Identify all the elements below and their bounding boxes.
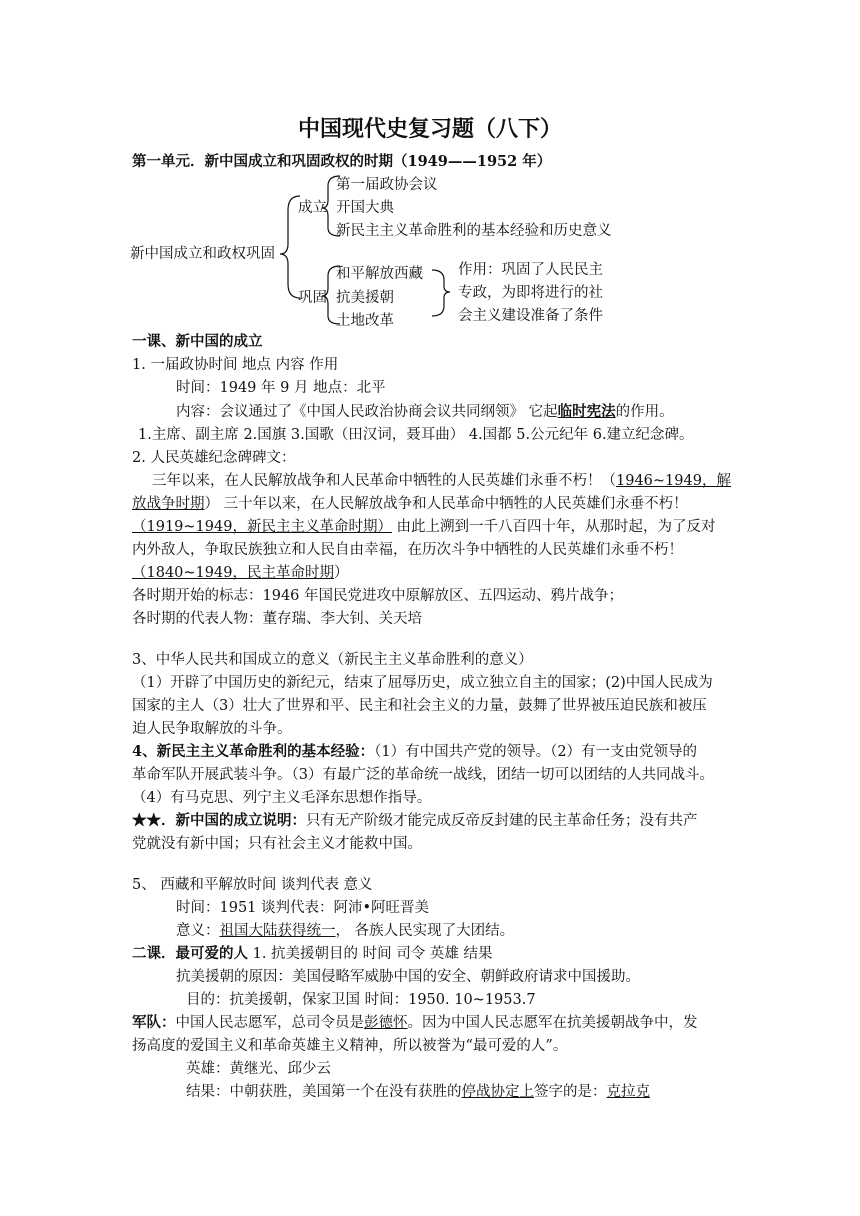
lesson1-heading: 一课、新中国的成立 (132, 333, 263, 350)
q1-time: 时间：1949 年 9 月 地点：北平 (176, 380, 386, 396)
q5-meaning: 意义：祖国大陆获得统一， 各族人民实现了大团结。 (176, 923, 515, 939)
question-2: 2. 人民英雄纪念碑碑文： (132, 450, 296, 466)
diagram-root: 新中国成立和政权巩固 (130, 246, 275, 262)
lesson2-heading: 二课．最可爱的人 1. 抗美援朝目的 时间 司令 英雄 结果 (132, 945, 493, 962)
diagram-group1-item: 新民主主义革命胜利的基本经验和历史意义 (336, 223, 612, 239)
page-title: 中国现代史复习题（八下） (297, 117, 562, 142)
question-4: 4、新民主主义革命胜利的基本经验：（1）有中国共产党的领导。（2）有一支由党领导的 (132, 743, 698, 760)
diagram-group2: 巩固 (298, 290, 327, 306)
q2-people: 各时期的代表人物：董存瑞、李大钊、关天培 (132, 611, 422, 627)
q4-line: （4）有马克思、列宁主义毛泽东思想作指导。 (132, 790, 432, 806)
q2-line: 放战争时期） 三十年以来，在人民解放战争和人民革命中牺牲的人民英雄们永垂不朽！ (132, 496, 688, 512)
q2-line: （1919~1949，新民主主义革命时期） 由此上溯到一千八百四十年，从那时起，为了反对 (132, 519, 716, 535)
key-note-line: 党就没有新中国；只有社会主义才能救中国。 (132, 836, 422, 852)
question-5: 5、 西藏和平解放时间 谈判代表 意义 (132, 877, 373, 893)
lesson2-reason: 抗美援朝的原因：美国侵略军威胁中国的安全、朝鲜政府请求中国援助。 (176, 969, 640, 985)
diagram-group2-item: 和平解放西藏 (336, 266, 423, 282)
q1-content-keyword: 临时宪法 (557, 403, 616, 420)
unit1-heading: 第一单元．新中国成立和巩固政权的时期（1949——1952 年） (132, 153, 552, 170)
brace-lines (0, 0, 860, 340)
key-note: ★★．新中国的成立说明：只有无产阶级才能完成反帝反封建的民主革命任务；没有共产 (132, 812, 698, 829)
question-1: 1. 一届政协时间 地点 内容 作用 (132, 357, 339, 373)
q2-marks: 各时期开始的标志：1946 年国民党进攻中原解放区、五四运动、鸦片战争； (132, 588, 624, 604)
lesson2-heroes: 英雄：黄继光、邱少云 (186, 1061, 331, 1077)
q3-line: 国家的主人（3）壮大了世界和平、民主和社会主义的力量，鼓舞了世界被压迫民族和被压 (132, 698, 707, 714)
lesson2-army-line: 扬高度的爱国主义和革命英雄主义精神，所以被誉为“最可爱的人”。 (132, 1038, 568, 1054)
q2-line: 内外敌人，争取民族独立和人民自由幸福，在历次斗争中牺牲的人民英雄们永垂不朽！ (132, 542, 683, 558)
diagram-group1-item: 第一届政协会议 (336, 177, 438, 193)
q1-list: 1.主席、副主席 2.国旗 3.国歌（田汉词，聂耳曲） 4.国都 5.公元纪年 6.建立纪念碑。 (138, 427, 694, 443)
q3-line: 迫人民争取解放的斗争。 (132, 721, 292, 737)
q2-line: 三年以来，在人民解放战争和人民革命中牺牲的人民英雄们永垂不朽！（1946~1949，解 (152, 473, 731, 489)
lesson2-purpose: 目的：抗美援朝，保家卫国 时间：1950. 10~1953.7 (186, 992, 536, 1008)
question-3: 3、中华人民共和国成立的意义（新民主主义革命胜利的意义） (132, 652, 533, 668)
q3-line: （1）开辟了中国历史的新纪元，结束了屈辱历史，成立独立自主的国家；(2)中国人民成为 (132, 675, 713, 691)
diagram-group2-item: 土地改革 (336, 313, 394, 329)
q2-line: （1840~1949，民主革命时期） (132, 565, 349, 581)
lesson2-result: 结果：中朝获胜，美国第一个在没有获胜的停战协定上签字的是：克拉克 (186, 1084, 650, 1100)
q1-content: 内容：会议通过了《中国人民政治协商会议共同纲领》 它起临时宪法的作用。 (176, 403, 674, 420)
diagram-effect-line: 作用：巩固了人民民主 (458, 262, 603, 278)
diagram-group1-item: 开国大典 (336, 200, 394, 216)
lesson2-army: 军队：中国人民志愿军，总司令员是彭德怀。因为中国人民志愿军在抗美援朝战争中，发 (132, 1014, 698, 1031)
diagram-group2-item: 抗美援朝 (336, 290, 394, 306)
q5-time: 时间：1951 谈判代表：阿沛•阿旺晋美 (176, 900, 430, 916)
diagram-effect-line: 会主义建设准备了条件 (458, 308, 603, 324)
q4-line: 革命军队开展武装斗争。（3）有最广泛的革命统一战线，团结一切可以团结的人共同战斗。 (132, 767, 714, 783)
diagram-group1: 成立 (298, 200, 327, 216)
diagram-effect-line: 专政，为即将进行的社 (458, 285, 603, 301)
